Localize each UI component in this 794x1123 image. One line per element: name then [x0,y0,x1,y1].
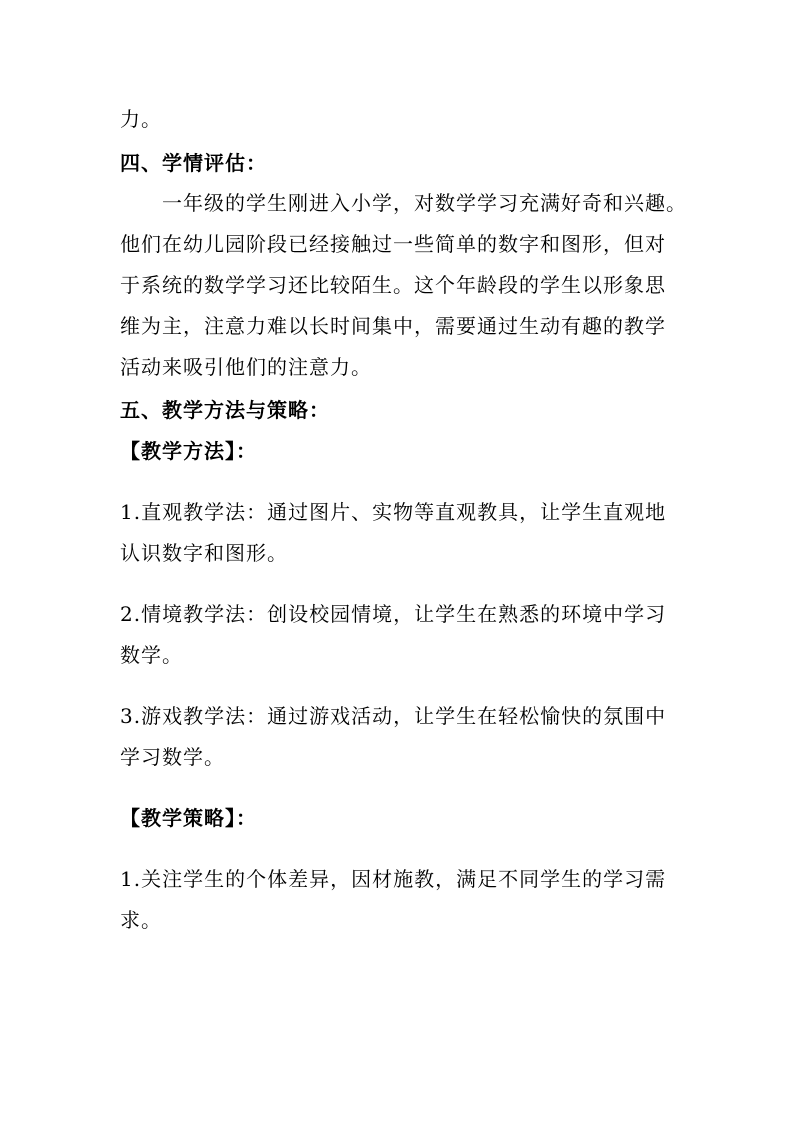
section-4-line: 维为主，注意力难以长时间集中，需要通过生动有趣的教学 [120,314,666,338]
section-4-line: 于系统的数学学习还比较陌生。这个年龄段的学生以形象思 [120,273,666,297]
section-5-heading: 五、教学方法与策略： [120,398,330,422]
section-4-line: 他们在幼儿园阶段已经接触过一些简单的数字和图形，但对 [120,232,666,256]
paragraph-tail: 力。 [120,107,162,131]
method-item-line: 3.游戏教学法：通过游戏活动，让学生在轻松愉快的氛围中 [120,704,667,728]
method-item-line: 2.情境教学法：创设校园情境，让学生在熟悉的环境中学习 [120,602,667,626]
strategies-heading: 【教学策略】： [120,806,257,830]
method-item-line: 1.直观教学法：通过图片、实物等直观教具，让学生直观地 [120,500,667,524]
method-item-line: 数学。 [120,643,183,667]
method-item-line: 学习数学。 [120,745,225,769]
section-4-line: 活动来吸引他们的注意力。 [120,355,372,379]
section-4-line: 一年级的学生刚进入小学，对数学学习充满好奇和兴趣。 [162,191,687,215]
strategy-item-line: 1.关注学生的个体差异，因材施教，满足不同学生的学习需 [120,867,667,891]
strategy-item-line: 求。 [120,908,162,932]
method-item-line: 认识数字和图形。 [120,541,288,565]
section-4-heading: 四、学情评估： [120,151,267,175]
methods-heading: 【教学方法】： [120,439,257,463]
